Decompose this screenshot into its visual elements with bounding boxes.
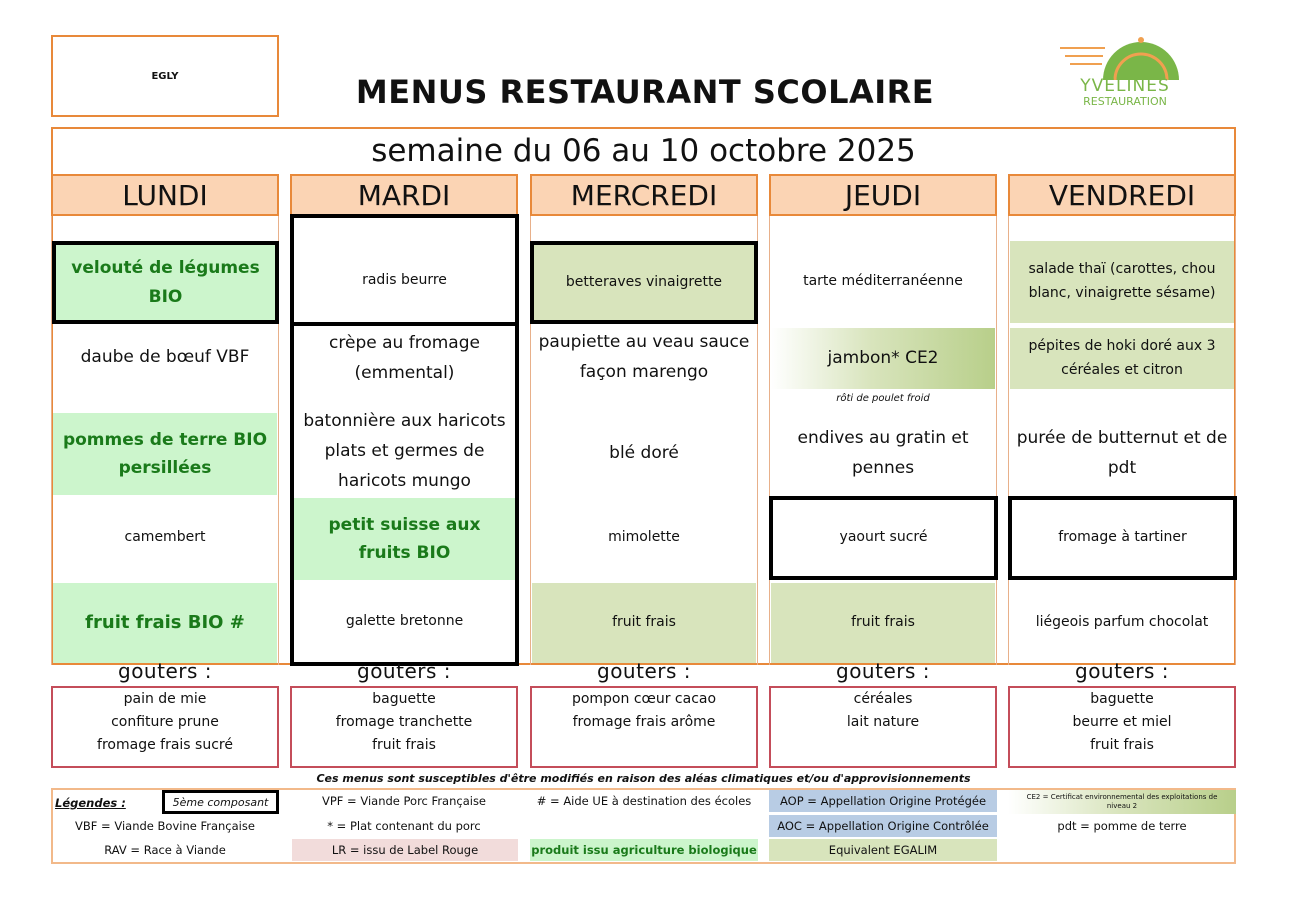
- day-header-lundi: LUNDI: [51, 174, 279, 216]
- mardi-side: batonnière aux haricots plats et germes de haricots mungo: [303, 411, 506, 491]
- logo-text-line2: RESTAURATION: [1083, 95, 1167, 108]
- mardi-divider: [292, 322, 517, 326]
- vendredi-dairy: fromage à tartiner: [1008, 496, 1237, 580]
- yvelines-restauration-logo: [1055, 30, 1185, 110]
- jeudi-dessert: fruit frais: [771, 583, 995, 663]
- mardi-dessert: galette bretonne: [345, 613, 464, 630]
- mercredi-dessert: fruit frais: [532, 583, 756, 663]
- legend-pdt: pdt = pomme de terre: [1057, 819, 1187, 833]
- legend-aop: AOP = Appellation Origine Protégée: [769, 790, 997, 812]
- legend-vbf: VBF = Viande Bovine Française: [75, 819, 255, 833]
- lundi-dairy: camembert: [124, 529, 206, 546]
- vendredi-dessert: liégeois parfum chocolat: [1035, 614, 1209, 631]
- mardi-starter: radis beurre: [362, 272, 447, 289]
- vendredi-starter: salade thaï (carottes, chou blanc, vinaigrette sésame): [1010, 241, 1234, 323]
- gouter-item: confiture prune: [111, 714, 219, 731]
- legend-rav: RAV = Race à Viande: [104, 843, 226, 857]
- mercredi-side: blé doré: [609, 443, 679, 464]
- legend-title: Légendes :: [55, 796, 126, 810]
- mardi-main: crèpe au fromage (emmental): [329, 333, 480, 383]
- legend-label-rouge: LR = issu de Label Rouge: [292, 839, 518, 861]
- legend-ce2: CE2 = Certificat environnemental des exploitations de niveau 2: [1008, 790, 1236, 814]
- week-title: semaine du 06 au 10 octobre 2025: [371, 133, 916, 169]
- jeudi-starter: tarte méditerranéenne: [803, 273, 963, 290]
- lundi-side: pommes de terre BIO persillées: [53, 413, 277, 495]
- gouter-box-mercredi: [530, 686, 758, 768]
- gouter-box-vendredi: [1008, 686, 1236, 768]
- legend-vpf: VPF = Viande Porc Française: [321, 794, 487, 808]
- gouter-box-jeudi: [769, 686, 997, 768]
- school-name: EGLY: [151, 70, 179, 82]
- gouter-item: lait nature: [846, 714, 920, 731]
- gouter-item: baguette: [372, 691, 436, 707]
- mercredi-starter: betteraves vinaigrette: [530, 241, 758, 324]
- gouter-box-mardi: [290, 686, 518, 768]
- mardi-dairy: petit suisse aux fruits BIO: [294, 498, 515, 580]
- gouter-label-vendredi: gouters :: [1075, 659, 1169, 683]
- vendredi-side: purée de butternut et de pdt: [1016, 428, 1228, 478]
- lundi-dessert: fruit frais BIO #: [53, 583, 277, 663]
- legend-porc: * = Plat contenant du porc: [327, 819, 481, 833]
- gouter-item: beurre et miel: [1072, 714, 1172, 731]
- gouter-item: fromage frais sucré: [97, 737, 233, 754]
- logo-text-line1: YVELINES: [1080, 76, 1170, 96]
- vendredi-main: pépites de hoki doré aux 3 céréales et citron: [1010, 328, 1234, 389]
- gouter-item: fromage tranchette: [335, 714, 473, 731]
- gouter-label-jeudi: gouters :: [836, 659, 930, 683]
- gouter-label-lundi: gouters :: [118, 659, 212, 683]
- gouter-item: céréales: [853, 691, 913, 707]
- gouter-item: fromage frais arôme: [572, 714, 716, 731]
- gouter-item: pain de mie: [123, 691, 207, 707]
- lundi-main: daube de bœuf VBF: [80, 347, 250, 368]
- legend-fifth-component: 5ème composant: [162, 790, 279, 814]
- legend-bio: produit issu agriculture biologique: [530, 839, 758, 861]
- gouter-label-mardi: gouters :: [357, 659, 451, 683]
- gouter-label-mercredi: gouters :: [597, 659, 691, 683]
- legend-egalim: Equivalent EGALIM: [769, 839, 997, 861]
- gouter-box-lundi: [51, 686, 279, 768]
- day-header-vendredi: VENDREDI: [1008, 174, 1236, 216]
- jeudi-main: jambon* CE2: [771, 328, 995, 389]
- disclaimer: Ces menus sont susceptibles d'être modifiés en raison des aléas climatiques et/ou d'approvisionnements: [316, 771, 971, 785]
- mercredi-dairy: mimolette: [608, 529, 680, 546]
- gouter-item: fruit frais: [1090, 737, 1154, 754]
- gouter-item: fruit frais: [372, 737, 436, 754]
- jeudi-side: endives au gratin et pennes: [797, 428, 969, 478]
- legend-aide-ue: # = Aide UE à destination des écoles: [536, 794, 752, 808]
- gouter-item: pompon cœur cacao: [571, 691, 717, 707]
- jeudi-main-alternative: rôti de poulet froid: [836, 392, 930, 404]
- school-name-box: [51, 35, 279, 117]
- day-header-jeudi: JEUDI: [769, 174, 997, 216]
- legend-aoc: AOC = Appellation Origine Contrôlée: [769, 815, 997, 837]
- page-title: MENUS RESTAURANT SCOLAIRE: [355, 73, 935, 111]
- mercredi-main: paupiette au veau sauce façon marengo: [538, 332, 750, 382]
- jeudi-dairy: yaourt sucré: [769, 496, 998, 580]
- day-header-mercredi: MERCREDI: [530, 174, 758, 216]
- day-header-mardi: MARDI: [290, 174, 518, 216]
- gouter-item: baguette: [1090, 691, 1154, 707]
- lundi-starter: velouté de légumes BIO: [52, 241, 279, 324]
